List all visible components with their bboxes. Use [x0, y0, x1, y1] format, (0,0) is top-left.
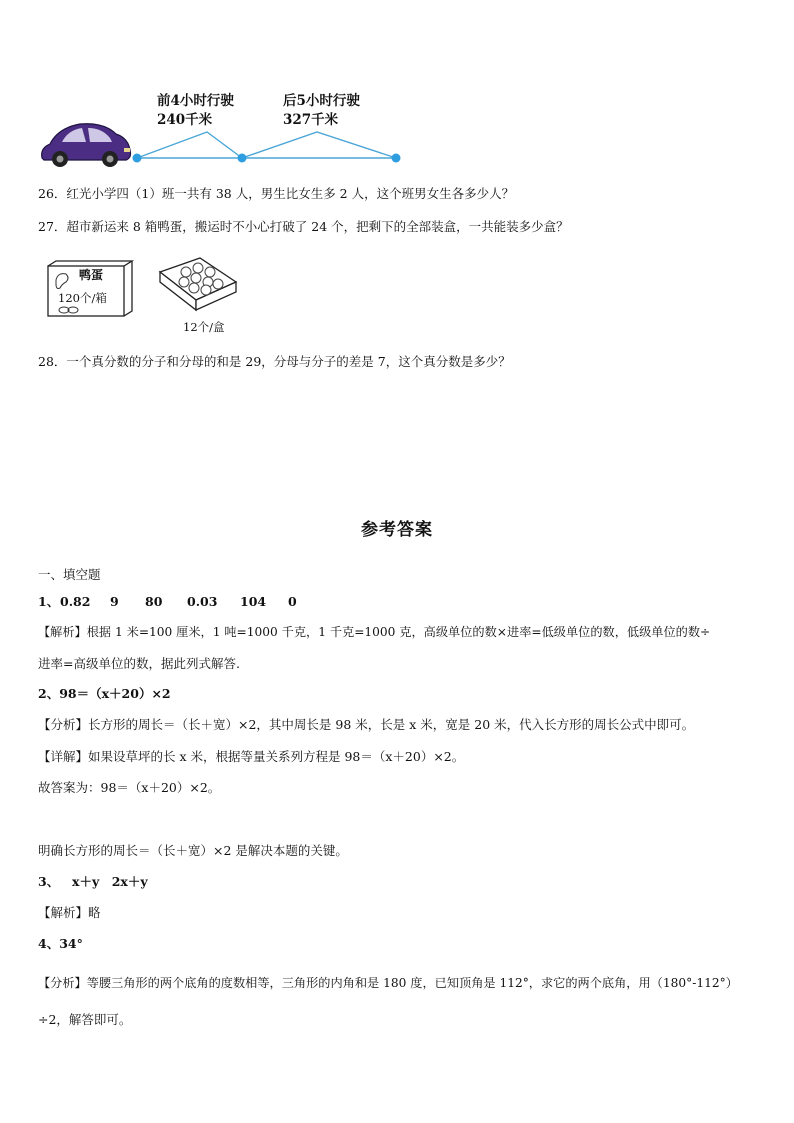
answer-2: 2、98＝（x＋20）×2	[38, 686, 171, 701]
answer-1-number: 1、	[38, 594, 60, 609]
answer-1-analysis: 【解析】根据 1 米=100 厘米，1 吨=1000 千克，1 千克=1000 克，高级单位的数×进率=低级单位的数，低级单位的数÷	[38, 625, 711, 639]
answer-2-conclusion: 故答案为：98＝（x＋20）×2。	[38, 780, 221, 795]
egg-crate	[46, 260, 134, 320]
answers-title: 参考答案	[361, 520, 433, 540]
question-28: 28．一个真分数的分子和分母的和是 29，分母与分子的差是 7，这个真分数是多少？	[38, 354, 511, 369]
segment1-label-line1: 前4小时行驶	[157, 93, 234, 109]
crate-caption: 120个/箱	[58, 291, 107, 305]
answer-2-detail: 【详解】如果设草坪的长 x 米，根据等量关系列方程是 98＝（x＋20）×2。	[38, 749, 465, 764]
answer-1-value: 9	[110, 594, 119, 609]
egg-box	[156, 256, 240, 316]
answer-4: 4、34°	[38, 936, 83, 951]
answer-3-analysis: 【解析】略	[38, 905, 101, 920]
crate-title: 鸭蛋	[79, 268, 104, 282]
answer-1-value: 0.03	[187, 594, 218, 609]
answer-4-analysis-cont: ÷2，解答即可。	[38, 1012, 132, 1027]
section-fill-in: 一、填空题	[38, 567, 101, 582]
mid-point	[238, 154, 247, 163]
car-icon	[42, 124, 131, 167]
answer-1-value: 0.82	[60, 594, 91, 609]
answer-3: x＋y 2x＋y	[72, 874, 148, 889]
answer-1-analysis-cont: 进率=高级单位的数，据此列式解答.	[38, 656, 240, 671]
answer-1-value: 0	[288, 594, 297, 609]
segment1-label-line2: 240千米	[157, 112, 213, 128]
segment2-label-line1: 后5小时行驶	[283, 93, 360, 109]
segment2-label-line2: 327千米	[283, 112, 339, 128]
answer-2-key-point: 明确长方形的周长＝（长＋宽）×2 是解决本题的关键。	[38, 843, 348, 858]
answer-2-analysis: 【分析】长方形的周长＝（长＋宽）×2，其中周长是 98 米，长是 x 米，宽是 20 米，代入长方形的周长公式中即可。	[38, 717, 695, 732]
answer-3-number: 3、	[38, 874, 60, 889]
question-26: 26．红光小学四（1）班一共有 38 人，男生比女生多 2 人，这个班男女生各多少人？	[38, 186, 515, 201]
journey-figure	[36, 112, 416, 172]
answer-4-analysis: 【分析】等腰三角形的两个底角的度数相等，三角形的内角和是 180 度，已知顶角是 112°，求它的两个底角，用（180°-112°）	[38, 976, 738, 990]
answer-1-value: 80	[145, 594, 163, 609]
end-point	[392, 154, 401, 163]
answer-1-value: 104	[240, 594, 267, 609]
box-caption: 12个/盒	[183, 320, 225, 334]
question-27: 27．超市新运来 8 箱鸭蛋，搬运时不小心打破了 24 个，把剩下的全部装盒，一共能装多少盒？	[38, 219, 569, 234]
start-point	[133, 154, 142, 163]
